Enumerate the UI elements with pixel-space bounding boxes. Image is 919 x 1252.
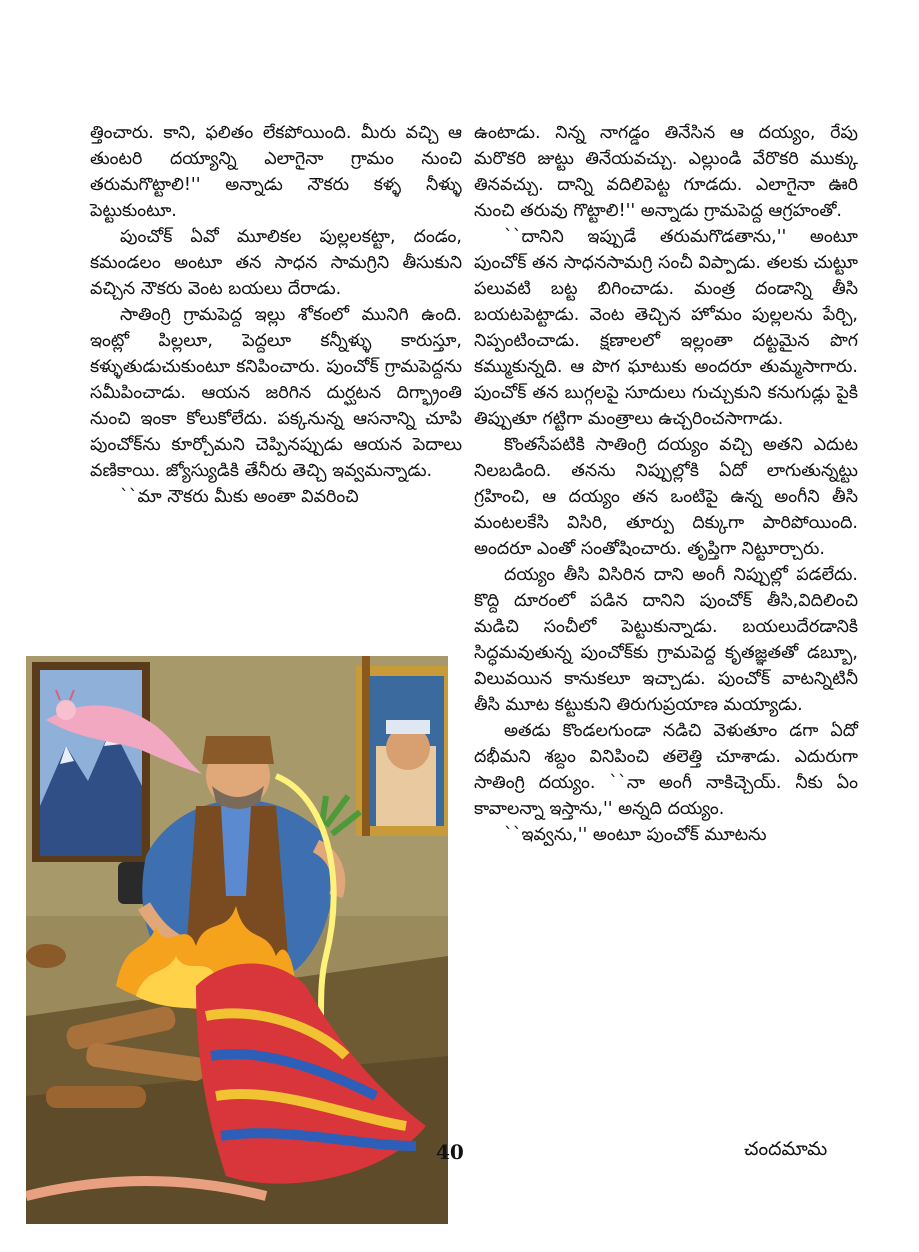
paragraph: ``మా నౌకరు మీకు అంతా వివరించి xyxy=(120,487,359,507)
paragraph: అతడు కొండలగుండా నడిచి వెళుతూం డగా ఏదో దభీమని శబ్దం వినిపించి తలెత్తి చూశాడు. ఎదురుగా సాతింగ్రి దయ్యం. ``నా అంగీ నాకిచ్చెయ్. నీకు ఏం కావాలన్నా ఇస్తాను,'' అన్నది దయ్యం. xyxy=(474,721,858,819)
paragraph: ఉంటాడు. నిన్న నాగడ్డం తినేసిన ఆ దయ్యం, రేపు మరొకరి జుట్టు తినేయవచ్చు. ఎల్లుండి వేరొకరి ముక్కు తినవచ్చు. దాన్ని వదిలిపెట్ట గూడదు. ఎలాగైనా ఊరి నుంచి తరువు గొట్టాలి!'' అన్నాడు గ్రామపెద్ద ఆగ్రహంతో. xyxy=(474,123,858,221)
magazine-name: చందమామ xyxy=(744,1138,828,1160)
left-column xyxy=(90,120,462,510)
paragraph: దయ్యం తీసి విసిరిన దాని అంగీ నిప్పుల్లో పడలేదు. కొద్ది దూరంలో పడిన దానిని పుంచోక్ తీసి,విదిలించి మడిచి సంచీలో పెట్టుకున్నాడు. బయలుదేరడానికి సిద్ధమవుతున్న పుంచోక్‌కు గ్రామపెద్ద కృతజ్ఞతతో డబ్బూ, విలువయిన కానుకలూ ఇచ్చాడు. పుంచోక్ వాటన్నిటినీ తీసి మూట కట్టుకుని తిరుగుప్రయాణ మయ్యాడు. xyxy=(474,565,858,715)
paragraph: పుంచోక్ ఏవో మూలికల పుల్లలకట్టా, దండం, కమండలం అంటూ తన సాధన సామగ్రిని తీసుకుని వచ్చిన నౌకరు వెంట బయలు దేరాడు. xyxy=(90,227,462,299)
paragraph: కొంతసేపటికి సాతింగ్రి దయ్యం వచ్చి అతని ఎదుట నిలబడింది. తనను నిప్పుల్లోకి ఏదో లాగుతున్నట్టు గ్రహించి, ఆ దయ్యం తన ఒంటిపై ఉన్న అంగీని తీసి మంటలకేసి విసిరి, తూర్పు దిక్కుగా పారిపోయింది. అందరూ ఎంతో సంతోషించారు. తృప్తిగా నిట్టూర్చారు. xyxy=(474,435,858,559)
page-number: 40 xyxy=(436,1140,464,1164)
paragraph: ``ఇవ్వను,'' అంటూ పుంచోక్ మూటను xyxy=(504,825,767,845)
paragraph: త్తించారు. కాని, ఫలితం లేకపోయింది. మీరు వచ్చి ఆ తుంటరి దయ్యాన్ని ఎలాగైనా గ్రామం నుంచి తరుమగొట్టాలి!'' అన్నాడు నౌకరు కళ్ళ నీళ్ళు పెట్టుకుంటూ. xyxy=(90,123,462,221)
right-column xyxy=(474,120,858,848)
paragraph: ``దానిని ఇప్పుడే తరుమగొడతాను,'' అంటూ పుంచోక్ తన సాధనసామగ్రి సంచీ విప్పాడు. తలకు చుట్టూ పలువటి బట్ట బిగించాడు. మంత్ర దండాన్ని తీసి బయటపెట్టాడు. వెంట తెచ్చిన హోమం పుల్లలను పేర్చి, నిప్పంటించాడు. క్షణాలలో ఇల్లంతా దట్టమైన పొగ కమ్ముకున్నది. ఆ పొగ ఘాటుకు అందరూ తుమ్మసాగారు. పుంచోక్ తన బుగ్గలపై సూదులు గుచ్చుకుని కనుగుడ్లు పైకి తిప్పుతూ గట్టిగా మంత్రాలు ఉచ్చరించసాగాడు. xyxy=(474,227,858,429)
window-left xyxy=(32,662,150,862)
paragraph: సాతింగ్రి గ్రామపెద్ద ఇల్లు శోకంలో మునిగి ఉంది. ఇంట్లో పిల్లలూ, పెద్దలూ కన్నీళ్ళు కారుస్తూ, కళ్ళుతుడుచుకుంటూ కనిపించారు. పుంచోక్ గ్రామపెద్దను సమీపించాడు. ఆయన జరిగిన దుర్ఘటన దిగ్భ్రాంతి నుంచి ఇంకా కోలుకోలేదు. పక్కనున్న ఆసనాన్ని చూపి పుంచోక్‌ను కూర్చోమని చెప్పినప్పుడు ఆయన పెదాలు వణికాయి. జ్యోస్యుడికి తేనీరు తెచ్చి ఇవ్వమన్నాడు. xyxy=(90,305,462,481)
pot xyxy=(26,944,66,968)
story-illustration xyxy=(26,656,448,1224)
window-right xyxy=(356,656,448,836)
